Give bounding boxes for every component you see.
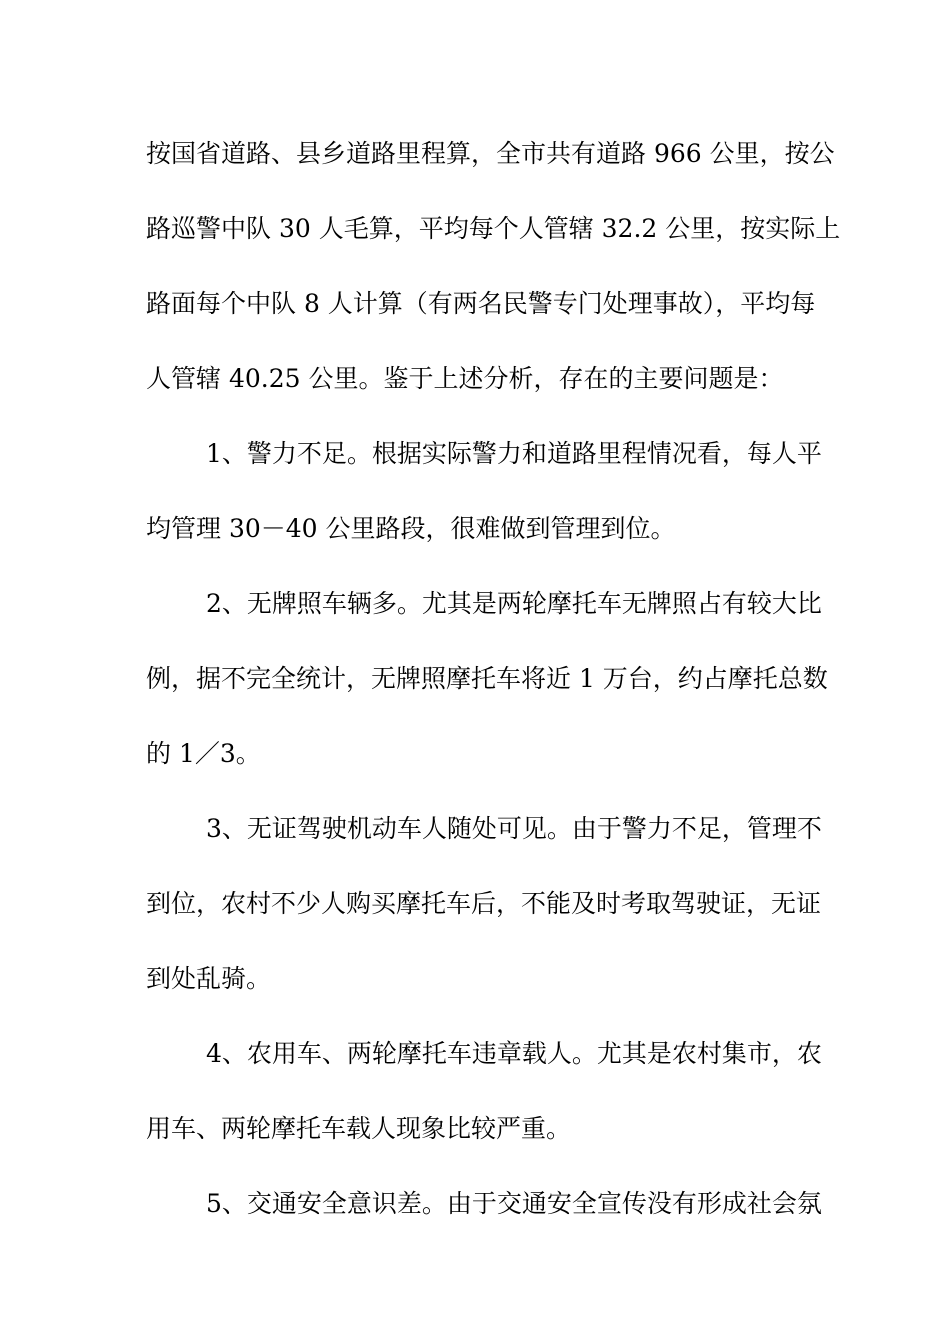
text-line: 到位，农村不少人购买摩托车后，不能及时考取驾驶证，无证: [146, 889, 822, 918]
text-line: 按国省道路、县乡道路里程算，全市共有道路 966 公里，按公: [146, 139, 835, 168]
text-line: 的 1／3。: [146, 739, 261, 768]
list-item-line: 5、交通安全意识差。由于交通安全宣传没有形成社会氛: [206, 1189, 822, 1218]
list-item-line: 3、无证驾驶机动车人随处可见。由于警力不足，管理不: [206, 814, 822, 843]
text-line: 例，据不完全统计，无牌照摩托车将近 1 万台，约占摩托总数: [146, 664, 828, 693]
text-line: 路面每个中队 8 人计算（有两名民警专门处理事故），平均每: [146, 289, 816, 318]
list-item-line: 1、警力不足。根据实际警力和道路里程情况看，每人平: [206, 439, 822, 468]
text-line: 到处乱骑。: [146, 964, 272, 993]
list-item-line: 4、农用车、两轮摩托车违章载人。尤其是农村集市，农: [206, 1039, 822, 1068]
text-line: 用车、两轮摩托车载人现象比较严重。: [146, 1114, 572, 1143]
text-line: 路巡警中队 30 人毛算，平均每个人管辖 32.2 公里，按实际上: [146, 214, 841, 243]
list-item-line: 2、无牌照车辆多。尤其是两轮摩托车无牌照占有较大比: [206, 589, 822, 618]
text-line: 人管辖 40.25 公里。鉴于上述分析，存在的主要问题是：: [146, 364, 784, 393]
text-line: 均管理 30－40 公里路段，很难做到管理到位。: [146, 514, 676, 543]
